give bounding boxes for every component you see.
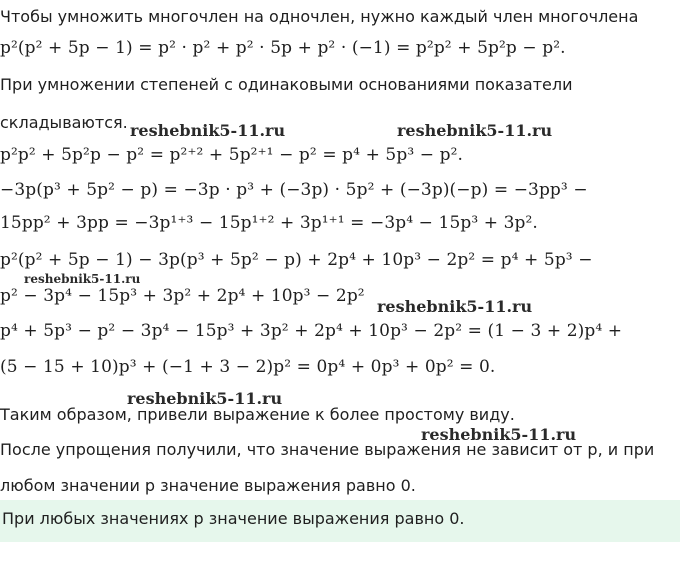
watermark: reshebnik5-11.ru bbox=[421, 425, 577, 444]
equation-5: p²(p² + 5p − 1) − 3p(p³ + 5p² − p) + 2p⁴ + 10p³ − 2p² = p⁴ + 5p³ − bbox=[0, 250, 593, 270]
conclusion-text: Таким образом, привели выражение к более простому виду. bbox=[0, 405, 515, 424]
watermark: reshebnik5-11.ru bbox=[127, 389, 283, 408]
after-text-1: После упрощения получили, что значение выражения не зависит от p, и при bbox=[0, 440, 655, 459]
watermark: reshebnik5-11.ru bbox=[24, 272, 141, 286]
rule-text-2: складываются. bbox=[0, 113, 128, 132]
answer-text: При любых значениях p значение выражения равно 0. bbox=[2, 509, 465, 528]
equation-8: (5 − 15 + 10)p³ + (−1 + 3 − 2)p² = 0p⁴ + 0p³ + 0p² = 0. bbox=[0, 357, 496, 377]
equation-1: p²(p² + 5p − 1) = p² · p² + p² · 5p + p² · (−1) = p²p² + 5p²p − p². bbox=[0, 38, 566, 58]
answer-box bbox=[0, 500, 680, 542]
intro-text: Чтобы умножить многочлен на одночлен, нужно каждый член многочлена bbox=[0, 7, 639, 26]
equation-4: 15pp² + 3pp = −3p¹⁺³ − 15p¹⁺² + 3p¹⁺¹ = −3p⁴ − 15p³ + 3p². bbox=[0, 213, 538, 233]
watermark: reshebnik5-11.ru bbox=[397, 121, 553, 140]
equation-7: p⁴ + 5p³ − p² − 3p⁴ − 15p³ + 3p² + 2p⁴ + 10p³ − 2p² = (1 − 3 + 2)p⁴ + bbox=[0, 321, 623, 341]
equation-3: −3p(p³ + 5p² − p) = −3p · p³ + (−3p) · 5p² + (−3p)(−p) = −3pp³ − bbox=[0, 180, 588, 200]
rule-text-1: При умножении степеней с одинаковыми основаниями показатели bbox=[0, 75, 573, 94]
equation-2: p²p² + 5p²p − p² = p²⁺² + 5p²⁺¹ − p² = p⁴ + 5p³ − p². bbox=[0, 145, 463, 165]
after-text-2: любом значении p значение выражения равно 0. bbox=[0, 476, 416, 495]
watermark: reshebnik5-11.ru bbox=[130, 121, 286, 140]
equation-6: p² − 3p⁴ − 15p³ + 3p² + 2p⁴ + 10p³ − 2p² bbox=[0, 286, 365, 306]
watermark: reshebnik5-11.ru bbox=[377, 297, 533, 316]
